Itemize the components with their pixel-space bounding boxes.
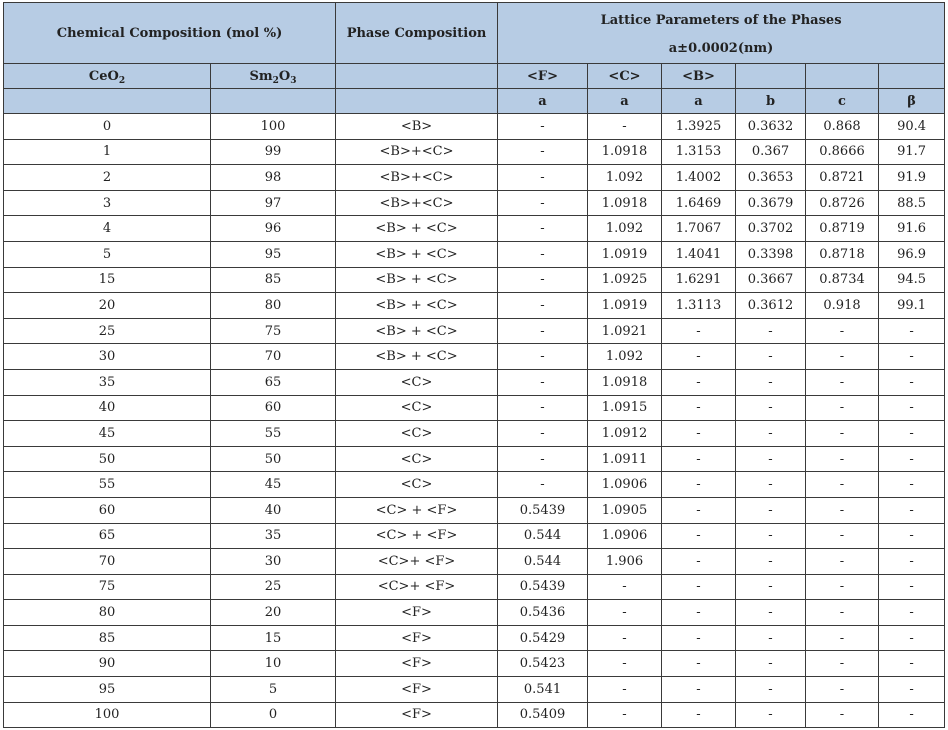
c-a-cell: 1.0912 xyxy=(588,421,662,447)
ceo2-cell: 5 xyxy=(4,241,211,267)
c-a-cell: 1.0918 xyxy=(588,190,662,216)
b-beta-cell: - xyxy=(879,395,945,421)
b-beta-cell: - xyxy=(879,344,945,370)
b-c-cell: 0.868 xyxy=(806,114,879,140)
c-a-cell: - xyxy=(588,625,662,651)
b-a-cell: - xyxy=(662,549,736,575)
b-a-cell: 1.3113 xyxy=(662,293,736,319)
b-a-cell: - xyxy=(662,446,736,472)
ceo2-cell: 1 xyxy=(4,139,211,165)
table-row xyxy=(4,549,945,575)
b-c-cell: - xyxy=(806,497,879,523)
f-a-cell: - xyxy=(498,190,588,216)
f-a-cell: - xyxy=(498,344,588,370)
phase-cell: <C>+ <F> xyxy=(336,574,498,600)
b-c-cell: - xyxy=(806,574,879,600)
phase-cell: <B>+<C> xyxy=(336,165,498,191)
b-c-cell: - xyxy=(806,677,879,703)
param-c-header: c xyxy=(806,89,879,114)
b-b-cell: - xyxy=(736,574,806,600)
f-a-cell: - xyxy=(498,241,588,267)
b-b-cell: 0.3667 xyxy=(736,267,806,293)
c-a-cell: 1.0918 xyxy=(588,369,662,395)
phase-cell: <F> xyxy=(336,600,498,626)
b-c-cell: - xyxy=(806,421,879,447)
table-row xyxy=(4,600,945,626)
b-b-cell: - xyxy=(736,625,806,651)
b-b-cell: - xyxy=(736,395,806,421)
b-c-cell: 0.8719 xyxy=(806,216,879,242)
phase-cell: <B>+<C> xyxy=(336,139,498,165)
ceo2-cell: 100 xyxy=(4,702,211,728)
phase-cell: <C> + <F> xyxy=(336,497,498,523)
b-beta-cell: 91.7 xyxy=(879,139,945,165)
sm2o3-cell: 55 xyxy=(211,421,336,447)
b-c-cell: 0.8721 xyxy=(806,165,879,191)
b-b-cell: 0.3612 xyxy=(736,293,806,319)
ceo2-cell: 2 xyxy=(4,165,211,191)
f-a-cell: 0.5429 xyxy=(498,625,588,651)
b-b-cell: 0.3702 xyxy=(736,216,806,242)
b-b-cell: 0.3398 xyxy=(736,241,806,267)
b-c-cell: 0.918 xyxy=(806,293,879,319)
b-a-cell: - xyxy=(662,677,736,703)
phase-cell: <F> xyxy=(336,702,498,728)
b-b-cell: 0.3653 xyxy=(736,165,806,191)
table-row xyxy=(4,523,945,549)
ceo2-cell: 70 xyxy=(4,549,211,575)
table-row xyxy=(4,267,945,293)
sm2o3-cell: 50 xyxy=(211,446,336,472)
b-c-cell: - xyxy=(806,600,879,626)
b-c-cell: - xyxy=(806,625,879,651)
f-a-cell: - xyxy=(498,369,588,395)
table-row xyxy=(4,241,945,267)
phase-cell: <B> + <C> xyxy=(336,344,498,370)
ceo2-cell: 75 xyxy=(4,574,211,600)
param-a-b-header: a xyxy=(662,89,736,114)
sm2o3-cell: 15 xyxy=(211,625,336,651)
phase-cell: <B> + <C> xyxy=(336,293,498,319)
b-beta-cell: - xyxy=(879,446,945,472)
f-a-cell: - xyxy=(498,114,588,140)
sm2o3-cell: 35 xyxy=(211,523,336,549)
f-a-cell: 0.5436 xyxy=(498,600,588,626)
b-b-cell: - xyxy=(736,421,806,447)
b-b-cell: - xyxy=(736,446,806,472)
table-row xyxy=(4,369,945,395)
b-b-cell: - xyxy=(736,369,806,395)
blank-header-cell xyxy=(879,64,945,89)
b-beta-cell: - xyxy=(879,702,945,728)
b-c-cell: 0.8718 xyxy=(806,241,879,267)
f-a-cell: 0.544 xyxy=(498,549,588,575)
b-beta-cell: - xyxy=(879,497,945,523)
sm2o3-column-header: $Sm_2O_3$ xyxy=(211,64,336,89)
ceo2-cell: 0 xyxy=(4,114,211,140)
b-a-cell: 1.3925 xyxy=(662,114,736,140)
c-a-cell: 1.0919 xyxy=(588,241,662,267)
blank-header-cell xyxy=(336,89,498,114)
blank-header-cell xyxy=(806,64,879,89)
b-c-cell: - xyxy=(806,318,879,344)
c-a-cell: 1.0911 xyxy=(588,446,662,472)
c-a-cell: 1.092 xyxy=(588,344,662,370)
ceo2-cell: 3 xyxy=(4,190,211,216)
ceo2-cell: 80 xyxy=(4,600,211,626)
b-c-cell: 0.8666 xyxy=(806,139,879,165)
b-beta-cell: - xyxy=(879,421,945,447)
b-b-cell: - xyxy=(736,549,806,575)
sm2o3-cell: 40 xyxy=(211,497,336,523)
table-row xyxy=(4,139,945,165)
phase-cell: <C> xyxy=(336,446,498,472)
f-a-cell: - xyxy=(498,216,588,242)
table-body xyxy=(4,114,945,728)
f-a-cell: - xyxy=(498,165,588,191)
b-b-cell: - xyxy=(736,677,806,703)
sm2o3-cell: 5 xyxy=(211,677,336,703)
sm2o3-cell: 10 xyxy=(211,651,336,677)
b-a-cell: - xyxy=(662,702,736,728)
sm2o3-cell: 0 xyxy=(211,702,336,728)
b-a-cell: - xyxy=(662,600,736,626)
ceo2-cell: 60 xyxy=(4,497,211,523)
b-beta-cell: - xyxy=(879,318,945,344)
f-a-cell: - xyxy=(498,139,588,165)
b-beta-cell: - xyxy=(879,472,945,498)
c-a-cell: 1.0921 xyxy=(588,318,662,344)
table-row xyxy=(4,395,945,421)
c-a-cell: 1.092 xyxy=(588,165,662,191)
b-a-cell: 1.6291 xyxy=(662,267,736,293)
blank-header-cell xyxy=(736,64,806,89)
sm2o3-cell: 99 xyxy=(211,139,336,165)
table-row xyxy=(4,702,945,728)
sm2o3-cell: 97 xyxy=(211,190,336,216)
b-c-cell: - xyxy=(806,651,879,677)
b-a-cell: - xyxy=(662,651,736,677)
chemical-composition-header: Chemical Composition (mol %) xyxy=(4,3,336,64)
c-a-cell: - xyxy=(588,702,662,728)
sm2o3-cell: 45 xyxy=(211,472,336,498)
b-b-cell: - xyxy=(736,702,806,728)
phase-composition-header: Phase Composition xyxy=(336,3,498,64)
b-a-cell: - xyxy=(662,421,736,447)
b-a-cell: - xyxy=(662,318,736,344)
f-a-cell: 0.5409 xyxy=(498,702,588,728)
b-b-cell: - xyxy=(736,472,806,498)
b-a-cell: 1.4041 xyxy=(662,241,736,267)
b-beta-cell: - xyxy=(879,369,945,395)
phase-cell: <C> xyxy=(336,369,498,395)
ceo2-cell: 30 xyxy=(4,344,211,370)
sm2o3-cell: 20 xyxy=(211,600,336,626)
b-a-cell: - xyxy=(662,625,736,651)
b-c-cell: - xyxy=(806,446,879,472)
param-a-f-header: a xyxy=(498,89,588,114)
sm2o3-cell: 65 xyxy=(211,369,336,395)
f-a-cell: - xyxy=(498,395,588,421)
b-beta-cell: 96.9 xyxy=(879,241,945,267)
b-beta-cell: - xyxy=(879,574,945,600)
sm2o3-cell: 85 xyxy=(211,267,336,293)
b-beta-cell: - xyxy=(879,625,945,651)
phase-cell: <C>+ <F> xyxy=(336,549,498,575)
b-c-cell: - xyxy=(806,523,879,549)
ceo2-cell: 4 xyxy=(4,216,211,242)
b-b-cell: 0.3679 xyxy=(736,190,806,216)
phase-f-header: <F> xyxy=(498,64,588,89)
ceo2-cell: 40 xyxy=(4,395,211,421)
b-c-cell: - xyxy=(806,344,879,370)
ceo2-cell: 55 xyxy=(4,472,211,498)
b-beta-cell: - xyxy=(879,651,945,677)
ceo2-cell: 85 xyxy=(4,625,211,651)
b-b-cell: - xyxy=(736,344,806,370)
c-a-cell: - xyxy=(588,114,662,140)
sm2o3-cell: 25 xyxy=(211,574,336,600)
param-b-header: b xyxy=(736,89,806,114)
b-a-cell: - xyxy=(662,472,736,498)
f-a-cell: - xyxy=(498,318,588,344)
sm2o3-cell: 60 xyxy=(211,395,336,421)
sm2o3-cell: 75 xyxy=(211,318,336,344)
param-a-c-header: a xyxy=(588,89,662,114)
c-a-cell: 1.0905 xyxy=(588,497,662,523)
table-row xyxy=(4,421,945,447)
table-row xyxy=(4,651,945,677)
b-beta-cell: - xyxy=(879,677,945,703)
c-a-cell: 1.0918 xyxy=(588,139,662,165)
b-beta-cell: - xyxy=(879,600,945,626)
phase-cell: <C> xyxy=(336,395,498,421)
param-beta-header: β xyxy=(879,89,945,114)
table-row xyxy=(4,190,945,216)
table-row xyxy=(4,446,945,472)
c-a-cell: 1.0915 xyxy=(588,395,662,421)
b-beta-cell: 99.1 xyxy=(879,293,945,319)
f-a-cell: - xyxy=(498,421,588,447)
lattice-parameters-header xyxy=(498,3,945,64)
sm2o3-cell: 98 xyxy=(211,165,336,191)
phase-cell: <C> xyxy=(336,421,498,447)
lattice-parameters-table xyxy=(3,2,945,728)
f-a-cell: 0.5439 xyxy=(498,574,588,600)
phase-cell: <F> xyxy=(336,677,498,703)
b-beta-cell: - xyxy=(879,523,945,549)
ceo2-cell: 25 xyxy=(4,318,211,344)
lattice-parameters-title: Lattice Parameters of the Phases xyxy=(600,12,842,28)
b-a-cell: - xyxy=(662,395,736,421)
table-row xyxy=(4,216,945,242)
c-a-cell: 1.0906 xyxy=(588,523,662,549)
table-row xyxy=(4,318,945,344)
table-row xyxy=(4,574,945,600)
b-beta-cell: 90.4 xyxy=(879,114,945,140)
b-a-cell: - xyxy=(662,497,736,523)
sm2o3-cell: 30 xyxy=(211,549,336,575)
c-a-cell: - xyxy=(588,677,662,703)
b-b-cell: - xyxy=(736,600,806,626)
f-a-cell: - xyxy=(498,267,588,293)
sm2o3-cell: 80 xyxy=(211,293,336,319)
b-c-cell: - xyxy=(806,472,879,498)
b-b-cell: - xyxy=(736,318,806,344)
b-beta-cell: 88.5 xyxy=(879,190,945,216)
c-a-cell: - xyxy=(588,600,662,626)
blank-header-cell xyxy=(4,89,211,114)
b-beta-cell: 94.5 xyxy=(879,267,945,293)
ceo2-cell: 35 xyxy=(4,369,211,395)
b-c-cell: 0.8734 xyxy=(806,267,879,293)
table-row xyxy=(4,165,945,191)
c-a-cell: 1.092 xyxy=(588,216,662,242)
phase-cell: <F> xyxy=(336,625,498,651)
b-a-cell: 1.4002 xyxy=(662,165,736,191)
table-row xyxy=(4,344,945,370)
f-a-cell: 0.544 xyxy=(498,523,588,549)
b-a-cell: - xyxy=(662,369,736,395)
b-c-cell: - xyxy=(806,702,879,728)
c-a-cell: 1.906 xyxy=(588,549,662,575)
b-b-cell: 0.3632 xyxy=(736,114,806,140)
b-beta-cell: - xyxy=(879,549,945,575)
b-b-cell: - xyxy=(736,497,806,523)
sm2o3-cell: 96 xyxy=(211,216,336,242)
c-a-cell: 1.0925 xyxy=(588,267,662,293)
phase-c-header: <C> xyxy=(588,64,662,89)
table-row xyxy=(4,625,945,651)
phase-cell: <B> + <C> xyxy=(336,241,498,267)
table-row xyxy=(4,677,945,703)
b-beta-cell: 91.9 xyxy=(879,165,945,191)
ceo2-cell: 50 xyxy=(4,446,211,472)
b-c-cell: 0.8726 xyxy=(806,190,879,216)
b-a-cell: - xyxy=(662,344,736,370)
sm2o3-cell: 95 xyxy=(211,241,336,267)
phase-cell: <C> xyxy=(336,472,498,498)
ceo2-cell: 20 xyxy=(4,293,211,319)
phase-cell: <F> xyxy=(336,651,498,677)
c-a-cell: - xyxy=(588,651,662,677)
phase-cell: <B> + <C> xyxy=(336,216,498,242)
ceo2-cell: 65 xyxy=(4,523,211,549)
phase-b-header: <B> xyxy=(662,64,736,89)
lattice-precision-label: a±0.0002(nm) xyxy=(668,40,774,56)
b-a-cell: - xyxy=(662,574,736,600)
c-a-cell: - xyxy=(588,574,662,600)
b-b-cell: - xyxy=(736,523,806,549)
phase-cell: <C> + <F> xyxy=(336,523,498,549)
phase-cell: <B> + <C> xyxy=(336,267,498,293)
blank-header-cell xyxy=(211,89,336,114)
b-beta-cell: 91.6 xyxy=(879,216,945,242)
b-a-cell: - xyxy=(662,523,736,549)
f-a-cell: 0.541 xyxy=(498,677,588,703)
f-a-cell: 0.5423 xyxy=(498,651,588,677)
ceo2-cell: 90 xyxy=(4,651,211,677)
ceo2-cell: 45 xyxy=(4,421,211,447)
phase-blank-cell xyxy=(336,64,498,89)
table-row xyxy=(4,293,945,319)
phase-cell: <B> + <C> xyxy=(336,318,498,344)
b-b-cell: 0.367 xyxy=(736,139,806,165)
sm2o3-cell: 100 xyxy=(211,114,336,140)
ceo2-column-header: CeO$_2$ xyxy=(4,64,211,89)
ceo2-cell: 15 xyxy=(4,267,211,293)
b-c-cell: - xyxy=(806,369,879,395)
phase-cell: <B>+<C> xyxy=(336,190,498,216)
b-b-cell: - xyxy=(736,651,806,677)
table-row xyxy=(4,497,945,523)
b-c-cell: - xyxy=(806,549,879,575)
b-a-cell: 1.3153 xyxy=(662,139,736,165)
c-a-cell: 1.0919 xyxy=(588,293,662,319)
b-c-cell: - xyxy=(806,395,879,421)
ceo2-cell: 95 xyxy=(4,677,211,703)
b-a-cell: 1.7067 xyxy=(662,216,736,242)
f-a-cell: - xyxy=(498,472,588,498)
f-a-cell: - xyxy=(498,293,588,319)
c-a-cell: 1.0906 xyxy=(588,472,662,498)
f-a-cell: 0.5439 xyxy=(498,497,588,523)
b-a-cell: 1.6469 xyxy=(662,190,736,216)
table-row xyxy=(4,472,945,498)
table-row xyxy=(4,114,945,140)
sm2o3-cell: 70 xyxy=(211,344,336,370)
phase-cell: <B> xyxy=(336,114,498,140)
f-a-cell: - xyxy=(498,446,588,472)
